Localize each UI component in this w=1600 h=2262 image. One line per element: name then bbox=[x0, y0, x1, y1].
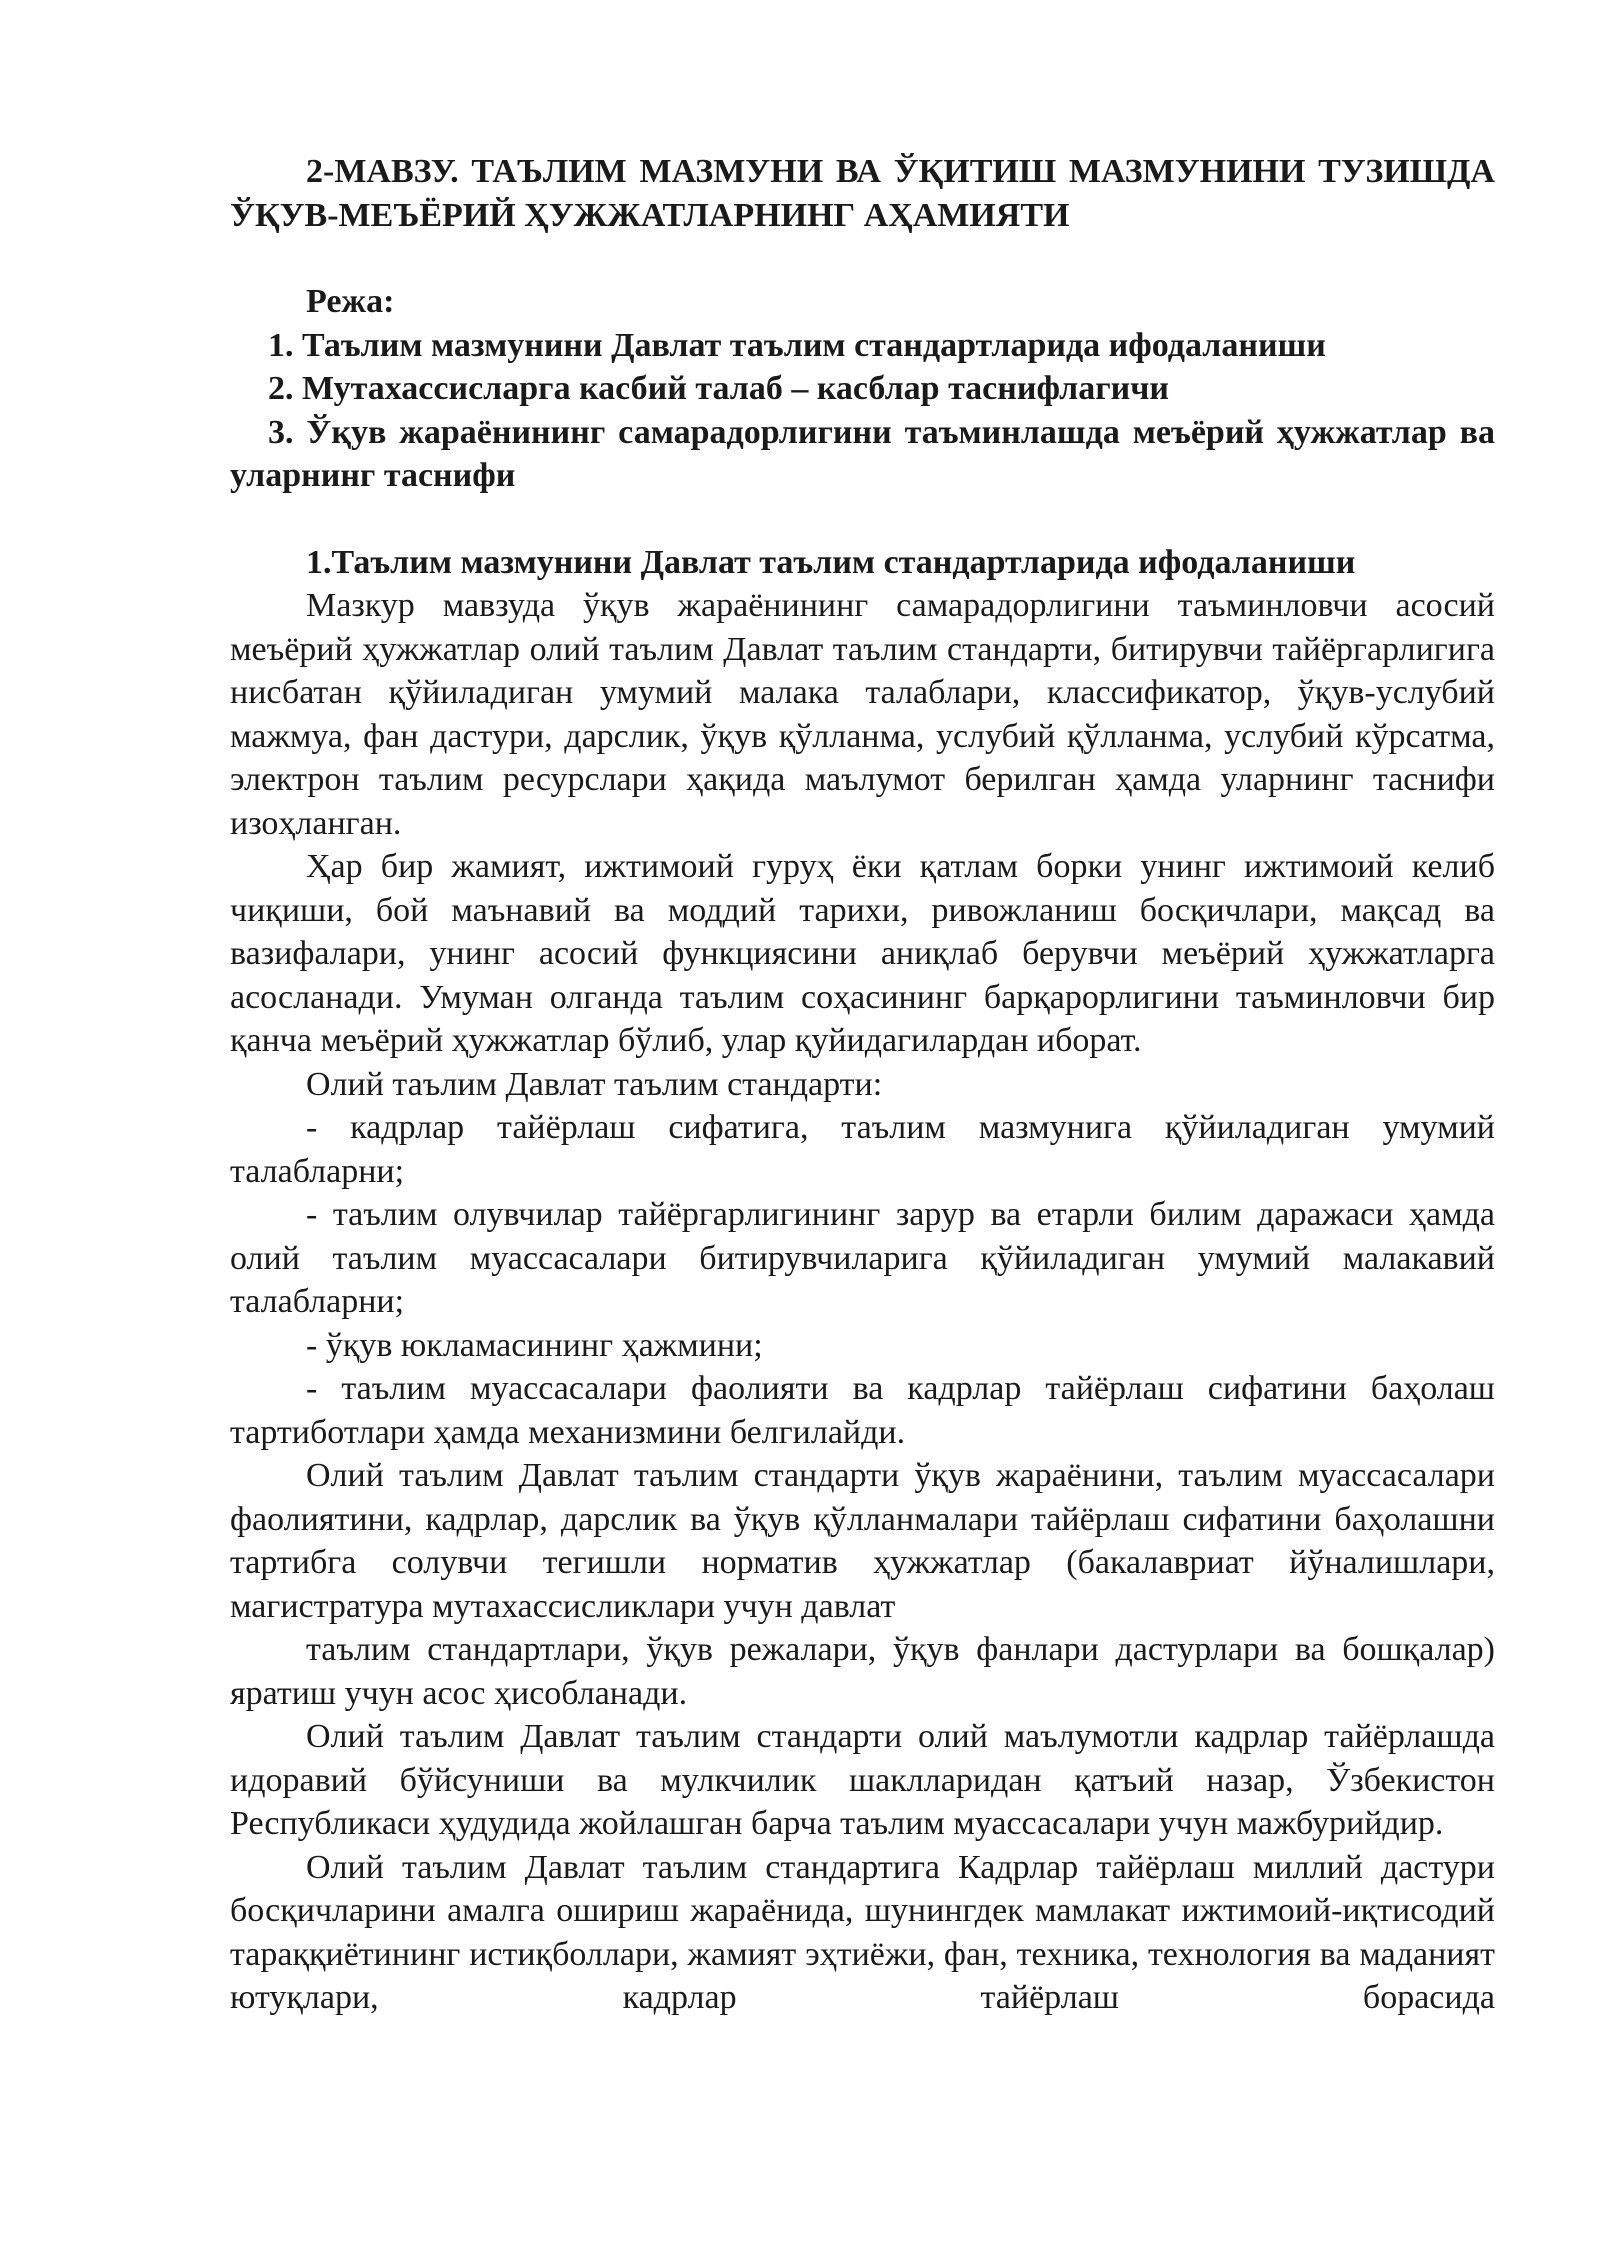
list-item: - кадрлар тайёрлаш сифатига, таълим мазмунига қўйиладиган умумий талабларни; bbox=[230, 1109, 1495, 1190]
document-title: 2-МАВЗУ. ТАЪЛИМ МАЗМУНИ ВА ЎҚИТИШ МАЗМУНИНИ ТУЗИШДА ЎҚУВ-МЕЪЁРИЙ ҲУЖЖАТЛАРНИНГ АҲАМИЯТИ bbox=[230, 153, 1495, 234]
list-item: - таълим муассасалари фаолияти ва кадрлар тайёрлаш сифатини баҳолаш тартиботлари ҳамда механизмини белгилайди. bbox=[230, 1370, 1495, 1451]
paragraph: Ҳар бир жамият, ижтимоий гуруҳ ёки қатлам борки унинг ижтимоий келиб чиқиши, бой маънавий ва моддий тарихи, ривожланиш босқичлари, мақсад ва вазифалари, унинг асосий функциясини аниқлаб берувчи меъёрий ҳужжатларга асосланади. Умуман олганда таълим соҳасининг барқарорлигини таъминловчи бир қанча меъёрий ҳужжатлар бўлиб, улар қуйидагилардан иборат. bbox=[230, 848, 1495, 1059]
paragraph: Олий таълим Давлат таълим стандарти олий маълумотли кадрлар тайёрлашда идоравий бўйсуниши ва мулкчилик шаклларидан қатъий назар, Ўзбекистон Республикаси ҳудудида жойлашган барча таълим муассасалари учун мажбурийдир. bbox=[230, 1718, 1495, 1842]
paragraph: Олий таълим Давлат таълим стандарти ўқув жараёнини, таълим муассасалари фаолиятини, кадрлар, дарслик ва ўқув қўлланмалари тайёрлаш сифатини баҳолашни тартибга солувчи тегишли норматив ҳужжатлар (бакалавриат йўналишлари, магистратура мутахассисликлари учун давлат bbox=[230, 1457, 1495, 1625]
section-heading: 1.Таълим мазмунини Давлат таълим стандартларида ифодаланиши bbox=[306, 543, 1356, 581]
paragraph: Олий таълим Давлат таълим стандартига Кадрлар тайёрлаш миллий дастури босқичларини амалга ошириш жараёнида, шунингдек мамлакат ижтимоий-иқтисодий тараққиётининг истиқболлари, жамият эҳтиёжи, фан, техника, технология ва маданият ютуқлари, кадрлар тайёрлаш борасида bbox=[230, 1848, 1495, 2016]
plan-list bbox=[230, 324, 1495, 498]
paragraph: таълим стандартлари, ўқув режалари, ўқув фанлари дастурлари ва бошқалар) яратиш учун асос ҳисобланади. bbox=[230, 1631, 1495, 1712]
list-item: - ўқув юкламасининг ҳажмини; bbox=[306, 1326, 763, 1364]
plan-item: 2. Мутахассисларга касбий талаб – касблар таснифлагичи bbox=[268, 370, 1169, 407]
list-item: - таълим олувчилар тайёргарлигининг зарур ва етарли билим даражаси ҳамда олий таълим муассасалари битирувчиларига қўйиладиган умумий малакавий талабларни; bbox=[230, 1196, 1495, 1320]
plan-heading: Режа: bbox=[306, 283, 395, 320]
paragraph: Олий таълим Давлат таълим стандарти: bbox=[306, 1065, 883, 1103]
document-page bbox=[230, 150, 1495, 2020]
plan-item: 1. Таълим мазмунини Давлат таълим стандартларида ифодаланиши bbox=[268, 326, 1326, 364]
paragraph: Мазкур мавзуда ўқув жараёнининг самарадорлигини таъминловчи асосий меъёрий ҳужжатлар олий таълим Давлат таълим стандарти, битирувчи тайёргарлигига нисбатан қўйиладиган умумий малака талаблари, классификатор, ўқув-услубий мажмуа, фан дастури, дарслик, ўқув қўлланма, услубий қўлланма, услубий кўрсатма, электрон таълим ресурслари ҳақида маълумот берилган ҳамда уларнинг таснифи изоҳланган. bbox=[230, 587, 1495, 842]
plan-item: 3. Ўқув жараёнининг самарадорлигини таъминлашда меъёрий ҳужжатлар ва уларнинг таснифи bbox=[230, 413, 1495, 494]
